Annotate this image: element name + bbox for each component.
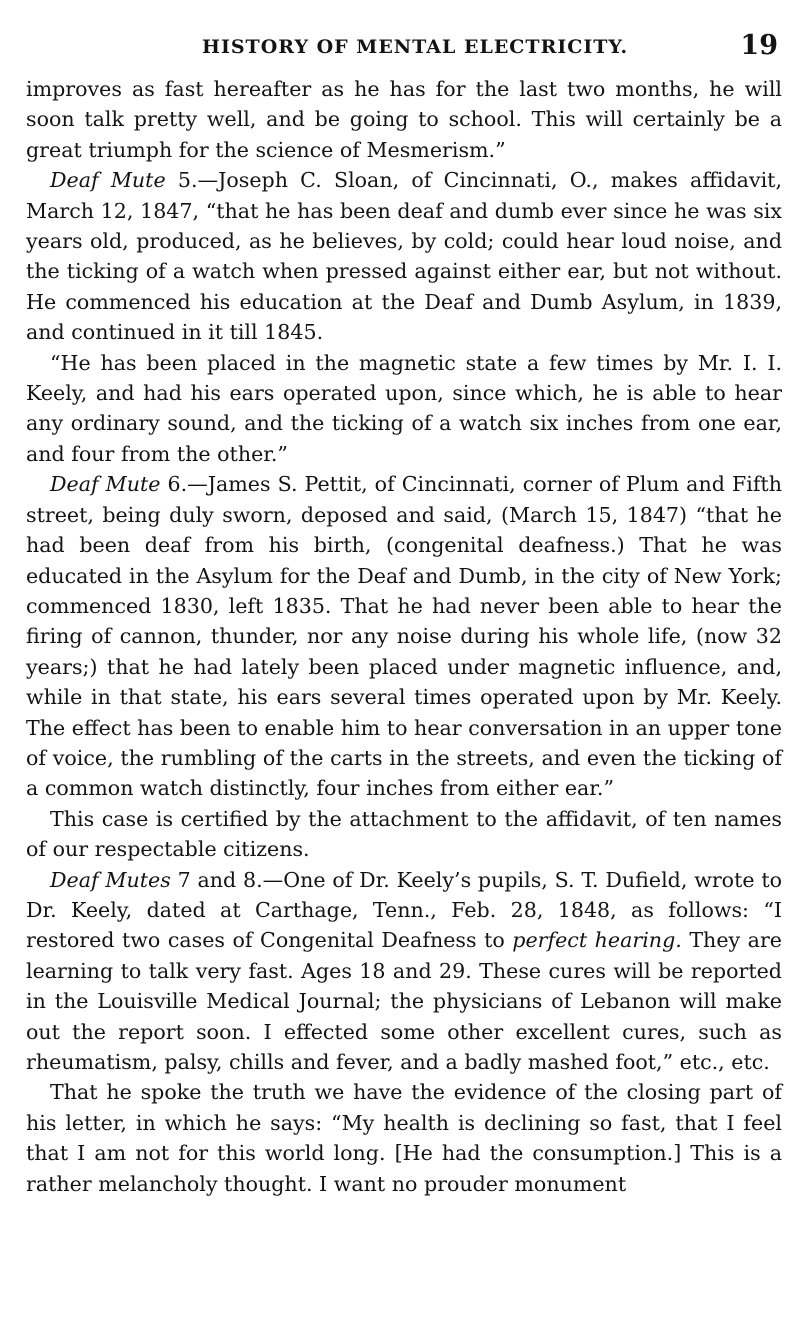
body-text [26, 74, 782, 1199]
paragraph-continuation: improves as fast hereafter as he has for the last two months, he will soon talk pretty well, and be going to school. This will certainly be a great triumph for the science of Mesmerism.” [26, 77, 782, 162]
case-label: Deaf Mutes [50, 867, 171, 892]
case-text: 5.—Joseph C. Sloan, of Cincinnati, O., makes affidavit, March 12, 1847, “that he has been deaf and dumb ever since he was six years old, produced, as he believes, by cold; could hear loud noise, and the ticking of a watch when pressed against either ear, but not without. He commenced his education at the Deaf and Dumb Asylum, in 1839, and continued in it till 1845. [26, 168, 782, 345]
page-number: 19 [740, 30, 778, 61]
paragraph-quote: “He has been placed in the magnetic state a few times by Mr. I. I. Keely, and had his ears operated upon, since which, he is able to hear any ordinary sound, and the ticking of a watch six inches from one ear, and four from the other.” [26, 350, 782, 466]
case-label: Deaf Mute [50, 472, 161, 497]
paragraph-deaf-mute-5 [26, 165, 782, 347]
running-title: HISTORY OF MENTAL ELECTRICITY. [202, 36, 629, 58]
case-text: 6.—James S. Pettit, of Cincinnati, corner of Plum and Fifth street, being duly sworn, deposed and said, (March 15, 1847) “that he had been deaf from his birth, (congenital deafness.) That he was educated in the Asylum for the Deaf and Dumb, in the city of New York; commenced 1830, left 1835. That he had never been able to hear the firing of cannon, thunder, nor any noise during his whole life, (now 32 years;) that he had lately been placed under magnetic influence, and, while in that state, his ears several times operated upon by Mr. Keely. The effect has been to enable him to hear conversation in an upper tone of voice, the rumbling of the carts in the streets, and even the ticking of a common watch distinctly, four inches from either ear.” [26, 472, 782, 801]
case-text: 7 and 8.—One of Dr. Keely’s pupils, S. T. Dufield, wrote to Dr. Keely, dated at Carthage, Tenn., Feb. 28, 1848, as follows: “I restored two cases of Congenital Deafness to [26, 867, 782, 953]
paragraph-deaf-mute-6 [26, 469, 782, 803]
paragraph-deaf-mutes-7-8 [26, 865, 782, 1078]
paragraph-certification: This case is certified by the attachment to the affidavit, of ten names of our respectable citizens. [26, 806, 782, 862]
emphasis-text: perfect hearing. [512, 928, 682, 953]
case-text: They are learning to talk very fast. Ages 18 and 29. These cures will be reported in the Louisville Medical Journal; the physicians of Lebanon will make out the report soon. I effected some other excellent cures, such as rheumatism, palsy, chills and fever, and a badly mashed foot,” etc., etc. [26, 928, 782, 1074]
paragraph-closing: That he spoke the truth we have the evidence of the closing part of his letter, in which he says: “My health is declining so fast, that I feel that I am not for this world long. [He had the consumption.] This is a rather melancholy thought. I want no prouder monument [26, 1080, 782, 1196]
case-label: Deaf Mute [50, 168, 166, 193]
page-header [26, 28, 782, 74]
